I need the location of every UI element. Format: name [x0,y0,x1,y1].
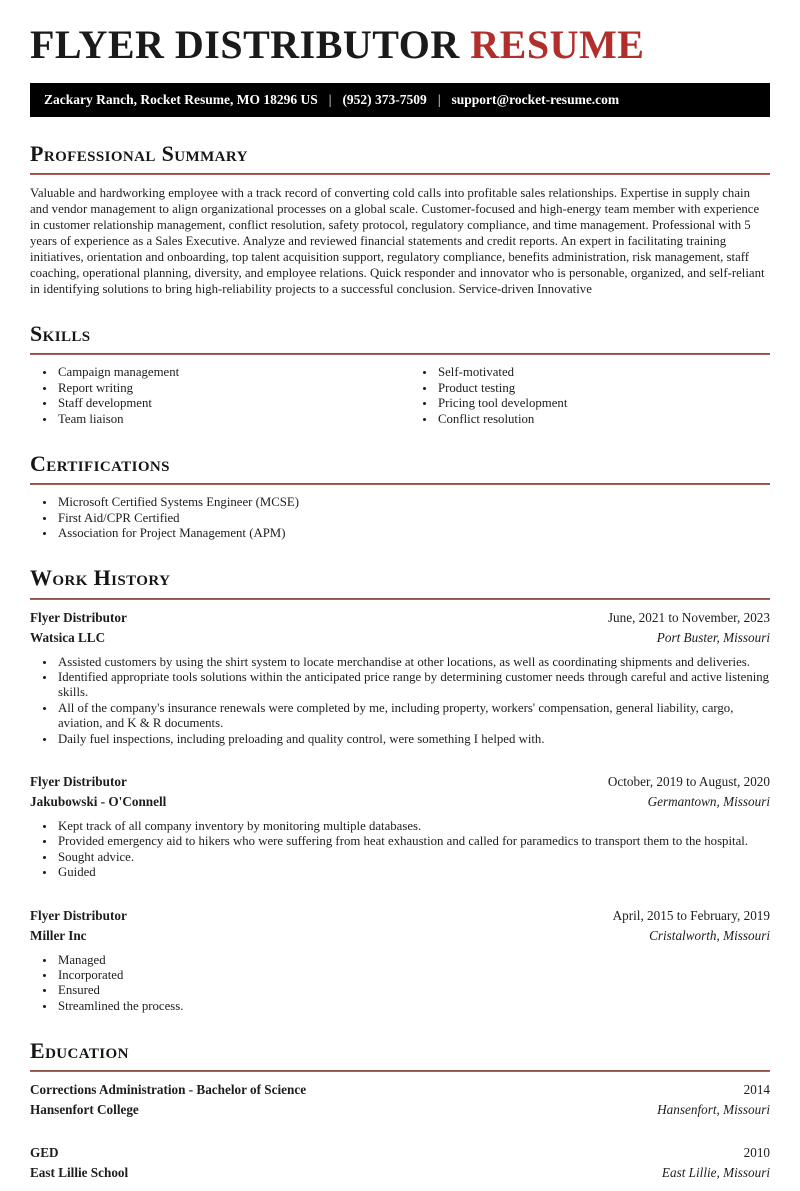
job-title: Flyer Distributor [30,774,127,790]
job-bullet: • Ensured [56,983,770,998]
job-entry [30,610,770,747]
skill-item: • Team liaison [56,412,390,427]
section-divider [30,598,770,600]
section-professional-summary [30,142,770,297]
education-degree: GED [30,1145,59,1161]
section-heading-certifications: Certifications [30,451,170,476]
education-school: Hansenfort College [30,1102,139,1118]
contact-email: support@rocket-resume.com [451,92,620,107]
section-work-history [30,566,770,1014]
section-heading-summary: Professional Summary [30,141,248,166]
job-dates: October, 2019 to August, 2020 [607,774,770,790]
page-title [30,24,770,66]
job-bullet: • Provided emergency aid to hikers who were suffering from heat exhaustion and called for paramedics to transport them to the hospital. [56,834,770,849]
education-location: Hansenfort, Missouri [657,1102,770,1118]
title-resume-text: RESUME [470,22,645,67]
job-title: Flyer Distributor [30,609,127,625]
job-dates: April, 2015 to February, 2019 [612,907,770,923]
certification-item: • Association for Project Management (APM) [56,526,770,541]
contact-separator: | [328,92,332,107]
job-company-row [30,794,770,810]
education-school-row [30,1102,770,1118]
education-degree: Corrections Administration - Bachelor of Science [30,1082,307,1098]
job-bullet: • Assisted customers by using the shirt system to locate merchandise at other locations, as well as coordinating shipments and deliveries. [56,655,770,670]
education-entry [30,1082,770,1118]
education-year: 2010 [743,1145,770,1161]
section-certifications [30,452,770,541]
skill-item: • Campaign management [56,365,390,380]
education-location: East Lillie, Missouri [661,1165,770,1181]
job-bullet-list [30,819,770,881]
section-divider [30,173,770,175]
job-location: Port Buster, Missouri [656,629,770,645]
section-divider [30,1070,770,1072]
skills-columns [30,365,770,427]
section-divider [30,483,770,485]
section-skills [30,322,770,427]
title-role-text: FLYER DISTRIBUTOR [30,22,471,67]
summary-text: Valuable and hardworking employee with a track record of converting cold calls into profitable sales relationships. Expertise in supply chain and vendor management to align organizational processes on a global scale. Customer-focused and high-energy team member with experience in customer relationship management, conflict resolution, safety protocol, regulatory compliance, and time management. Professional with 5 years of experience as a Sales Executive. Analyze and reviewed financial statements and credit reports. An expert in facilitating training initiatives, orientation and onboarding, top talent acquisition support, regulatory compliance, benefits administration, risk management, staff coaching, operational planning, diversity, and employee relations. Quick responder and innovator who is personable, organized, and self-reliant in identifying solutions to bring high-reliability projects to a successful conclusion. Service-driven Innovative [30,186,765,297]
skill-item: • Conflict resolution [436,412,770,427]
certification-item: • Microsoft Certified Systems Engineer (MCSE) [56,495,770,510]
job-bullet: • Sought advice. [56,850,770,865]
education-year: 2014 [743,1082,770,1098]
skill-item: • Self-motivated [436,365,770,380]
job-location: Cristalworth, Missouri [649,927,770,943]
job-entry [30,774,770,881]
section-heading-work-history: Work History [30,565,171,591]
contact-address: Zackary Ranch, Rocket Resume, MO 18296 US [44,92,318,107]
skills-list-right [410,365,770,427]
skill-item: • Product testing [436,381,770,396]
job-bullet: • Daily fuel inspections, including preloading and quality control, were something I helped with. [56,732,770,747]
job-bullet: • All of the company's insurance renewals were completed by me, including property, workers' compensation, general liability, cargo, aviation, and K & R documents. [56,701,770,732]
skill-item: • Report writing [56,381,390,396]
skills-list-left [30,365,390,427]
section-heading-skills: Skills [30,321,91,347]
job-company: Jakubowski - O'Connell [30,794,167,810]
job-title-row [30,610,770,626]
job-company-row [30,630,770,646]
job-bullet: • Kept track of all company inventory by monitoring multiple databases. [56,819,770,834]
job-company: Watsica LLC [30,629,106,645]
skill-item: • Staff development [56,396,390,411]
job-title: Flyer Distributor [30,907,127,923]
education-school-row [30,1165,770,1181]
section-education [30,1039,770,1181]
job-title-row [30,908,770,924]
education-school: East Lillie School [30,1165,129,1181]
job-bullet-list [30,655,770,747]
job-bullet-list [30,953,770,1015]
education-degree-row [30,1145,770,1161]
education-entry [30,1145,770,1181]
job-entry [30,908,770,1015]
job-company-row [30,928,770,944]
job-title-row [30,774,770,790]
contact-phone: (952) 373-7509 [342,92,427,107]
job-bullet: • Streamlined the process. [56,999,770,1014]
certification-item: • First Aid/CPR Certified [56,511,770,526]
contact-separator: | [437,92,441,107]
education-degree-row [30,1082,770,1098]
job-dates: June, 2021 to November, 2023 [607,609,770,625]
job-location: Germantown, Missouri [647,794,770,810]
job-bullet: • Incorporated [56,968,770,983]
section-divider [30,353,770,355]
job-bullet: • Identified appropriate tools solutions within the anticipated price range by determining customer needs through careful and active listening skills. [56,670,770,701]
section-heading-education: Education [30,1038,129,1064]
job-bullet: • Managed [56,953,770,968]
contact-bar [30,83,770,117]
skill-item: • Pricing tool development [436,396,770,411]
job-company: Miller Inc [30,927,87,943]
job-bullet: • Guided [56,865,770,880]
certifications-list [30,495,770,541]
